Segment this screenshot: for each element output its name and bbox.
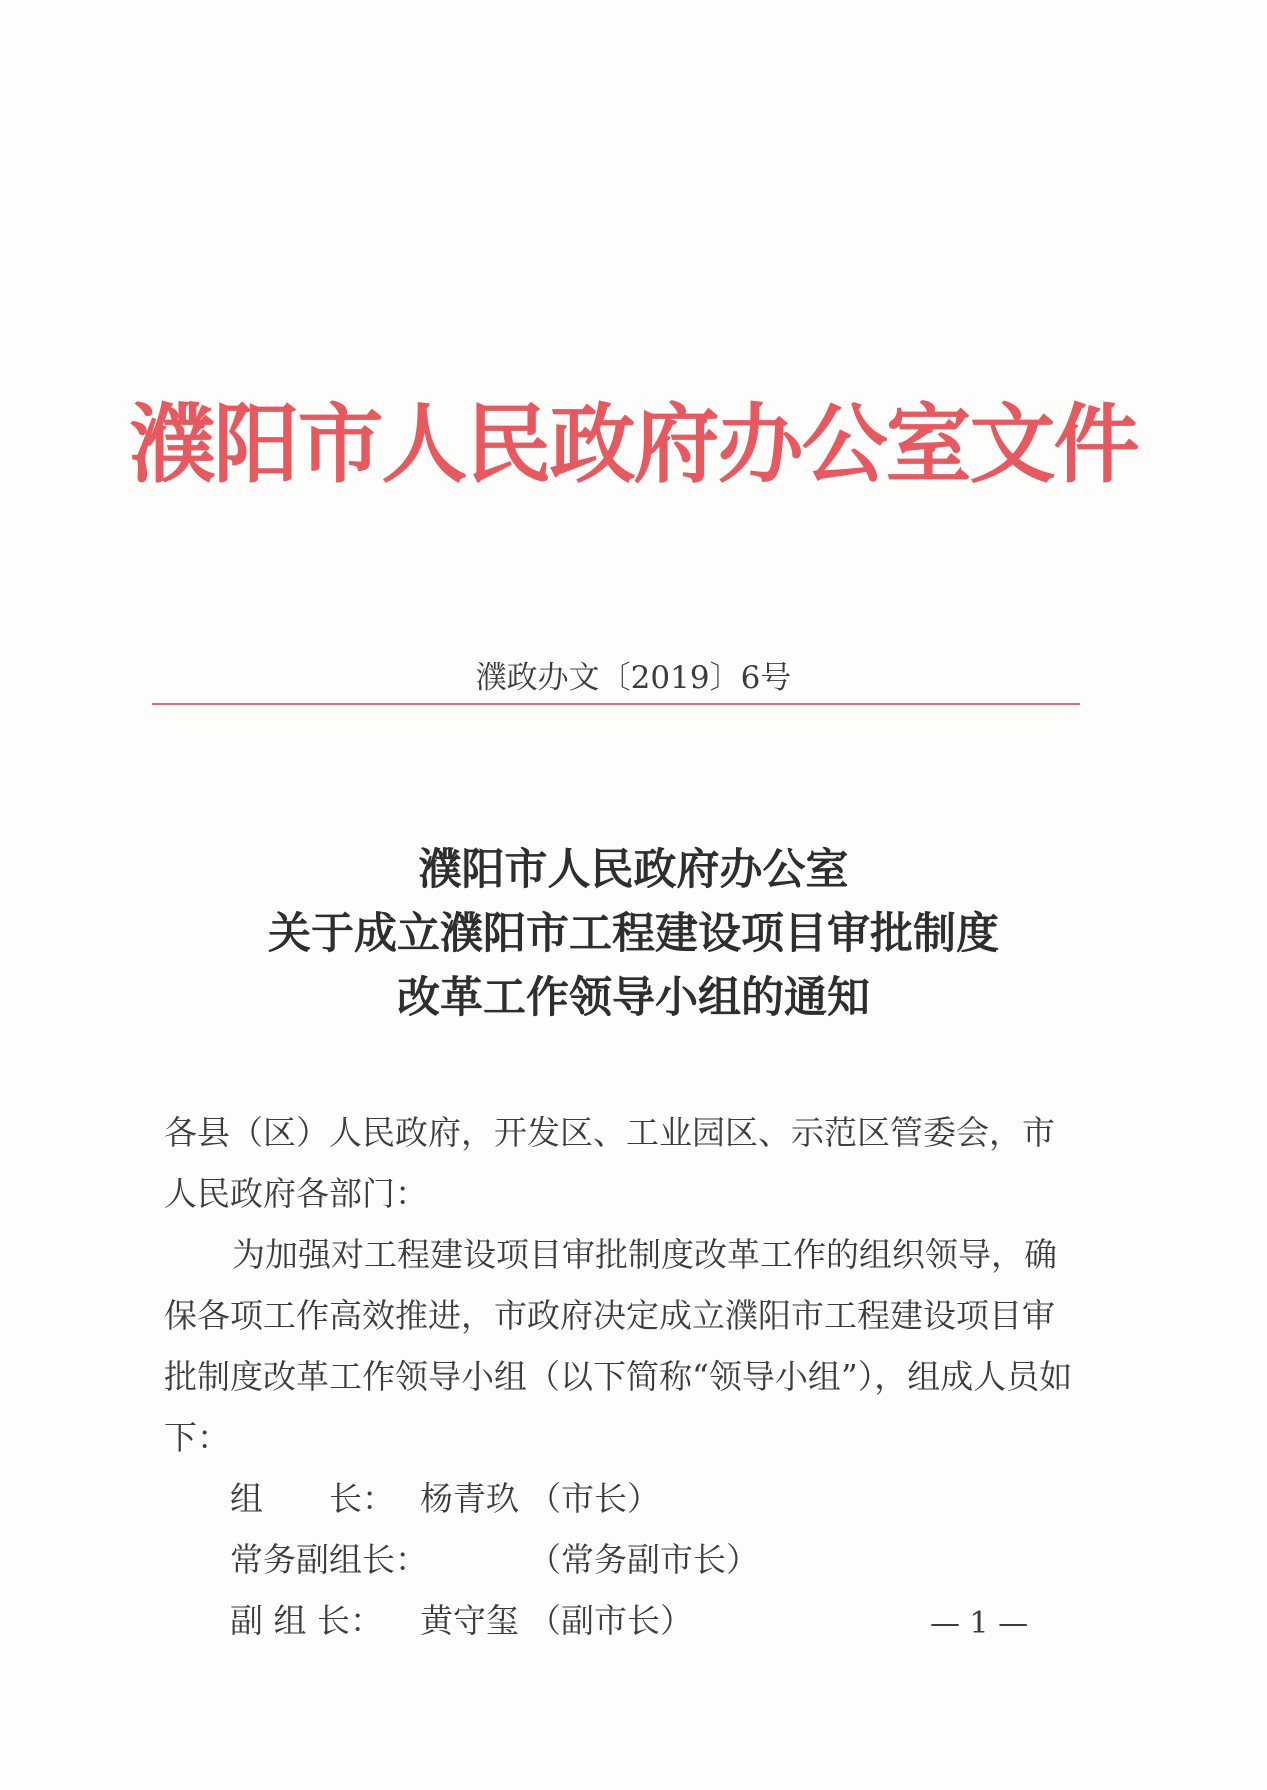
member-title: （市长）: [528, 1479, 660, 1518]
title-line-2: 关于成立濮阳市工程建设项目审批制度: [268, 909, 999, 959]
title-line-3: 改革工作领导小组的通知: [397, 973, 870, 1023]
intro-paragraph: 为加强对工程建设项目审批制度改革工作的组织领导，确保各项工作高效推进，市政府决定成立濮阳市工程建设项目审批制度改革工作领导小组（以下简称“领导小组”），组成人员如下：: [164, 1235, 1073, 1457]
document-number: 濮政办文〔2019〕6号: [475, 660, 792, 696]
notice-title: [0, 838, 1267, 1030]
member-role: 组 长：: [230, 1479, 395, 1518]
red-divider-line: [152, 703, 1080, 705]
document-masthead: 濮阳市人民政府办公室文件: [129, 394, 1138, 495]
member-row: [164, 1468, 1074, 1529]
notice-body: [164, 1102, 1074, 1651]
member-title: （常务副市长）: [528, 1540, 759, 1579]
recipients-paragraph: 各县（区）人民政府，开发区、工业园区、示范区管委会，市人民政府各部门：: [164, 1113, 1055, 1213]
member-row: [164, 1529, 1074, 1590]
title-line-1: 濮阳市人民政府办公室: [418, 845, 849, 895]
member-role: 常务副组长：: [230, 1540, 428, 1579]
member-title: （副市长）: [528, 1601, 693, 1640]
member-role: 副 组 长：: [230, 1601, 383, 1640]
member-name: 黄守玺: [420, 1601, 519, 1640]
page-number: — 1 —: [930, 1606, 1029, 1641]
member-name: 杨青玖: [420, 1479, 519, 1518]
